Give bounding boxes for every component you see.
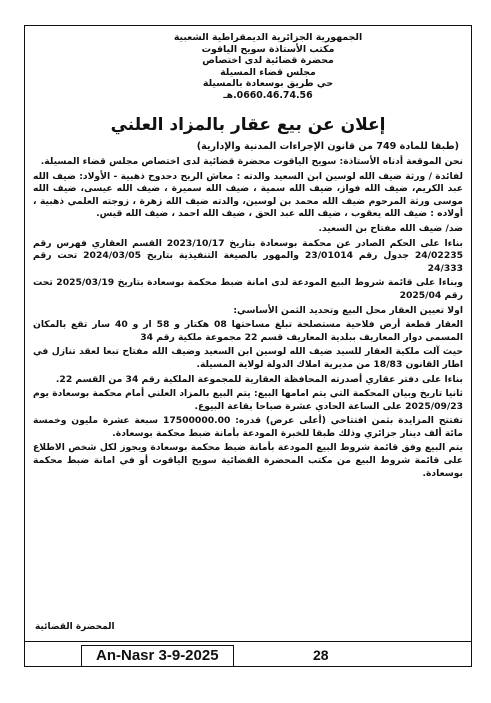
header-line: محضرة قضائية لدى اختصاص	[202, 55, 334, 66]
office-header	[25, 26, 471, 101]
paragraph: وبناءا على قائمة شروط البيع المودعة لدى امانة ضبط محكمة بوسعادة بتاريخ 2025/03/19 تحت رقم 2025/04	[33, 277, 464, 301]
paragraph: بناءا على الحكم الصادر عن محكمة بوسعادة بتاريخ 2023/10/17 القسم العقاري فهرس رقم 24/02235 جدول رقم 23/01014 والمهور بالصيغة التنفيذية بتاريخ 2024/03/05 تحت رقم 24/333	[33, 237, 463, 274]
page-number: 28	[313, 647, 329, 663]
paragraph: ضد/ ضيف الله مفتاح بن السعيد.	[318, 222, 463, 234]
paragraph: اولا تعيين العقار محل البيع وتحديد الثمن الأساسي:	[233, 304, 463, 316]
paragraph: حيث آلت ملكية العقار للسيد ضيف الله لوسين ابن السعيد وضيف الله مفتاح تبعا لعقد تنازل في اطار القانون 18/83 من مديرية املاك الدولة لولاية المسيلة.	[33, 346, 463, 370]
paragraph: يتم البيع وفق قائمة شروط البيع المودعة بأمانة ضبط محكمة بوسعادة ويجوز لكل شخص الاطلاع على قائمة شروط البيع من مكتب المحضرة القضائية سويح الياقوت أو في امانة ضبط محكمة بوسعادة.	[33, 442, 463, 479]
signature: المحضرة القضائية	[35, 622, 115, 632]
footer	[25, 641, 471, 666]
paragraph: بناءا على دفتر عقاري أصدرته المحافظة العقارية للمجموعة الملكية رقم 34 من القسم 22.	[55, 373, 463, 385]
header-line: مجلس قضاء المسيلة	[220, 66, 316, 78]
header-line: 0660.46.74.56.هـ	[223, 89, 313, 101]
header-line: الجمهورية الجزائرية الديمقراطية الشعبية	[173, 32, 363, 43]
header-line: حي طريق بوسعادة بالمسيلة	[202, 78, 334, 89]
paragraph: لفائدة / ورثة ضيف الله لوسين ابن السعيد والدته : معاش الربح دحدوح ذهبية - الأولاد: ضيف الله عبد الكريم، ضيف الله فواز، ضيف الله سمية ، ضيف الله سميرة ، ضيف الله عيسى، ضيف الله موسى ورثة المرحوم ضيف الله محمد بن لوسين، والدته ضيف الله زهرة ، زوجته العلمي ذهبية ، أولاده : ضيف الله يعقوب ، ضيف الله عبد الحق ، ضيف الله احمد ، ضيف الله قيس.	[33, 170, 463, 220]
header-line: مكتب الأستاذة سويح الياقوت	[201, 43, 335, 55]
notice-subtitle: (طبقا للمادة 749 من قانون الإجراءات المدنية والإدارية)	[196, 141, 459, 152]
legal-notice	[24, 25, 472, 667]
paragraph: تفتتح المزايدة بثمن افتتاحي (أعلى عرض) قدره: 17500000.00 سبعة عشرة مليون وخمسة مائة ألف دينار جزائري وذلك طبقا للخبرة المودعة بأمانة ضبط محكمة بوسعادة.	[33, 415, 464, 439]
publication-date: An-Nasr 3-9-2025	[81, 645, 234, 666]
notice-body	[25, 153, 471, 480]
paragraph: نحن الموقعة أدناه الأستاذة: سويح الياقوت محضرة قضائية لدى اختصاص مجلس قضاء المسيلة.	[40, 156, 463, 167]
paragraph: العقار قطعة أرض فلاحية مستصلحة تبلغ مساحتها 08 هكتار و 58 ار و 40 سار تقع بالمكان المسمى دوار المعاريف ببلدية المعاريف قسم 22 مجموعة ملكية رقم 34	[33, 319, 463, 343]
paragraph: ثانيا تاريخ وبيان المحكمة التي يتم امامها البيع: يتم البيع بالمزاد العلني أمام محكمة بوسعادة يوم 2025/09/23 على الساعة الحادي عشرة صباحا بقاعة البيوع.	[33, 388, 463, 412]
notice-title: إعلان عن بيع عقار بالمزاد العلني	[110, 115, 386, 135]
